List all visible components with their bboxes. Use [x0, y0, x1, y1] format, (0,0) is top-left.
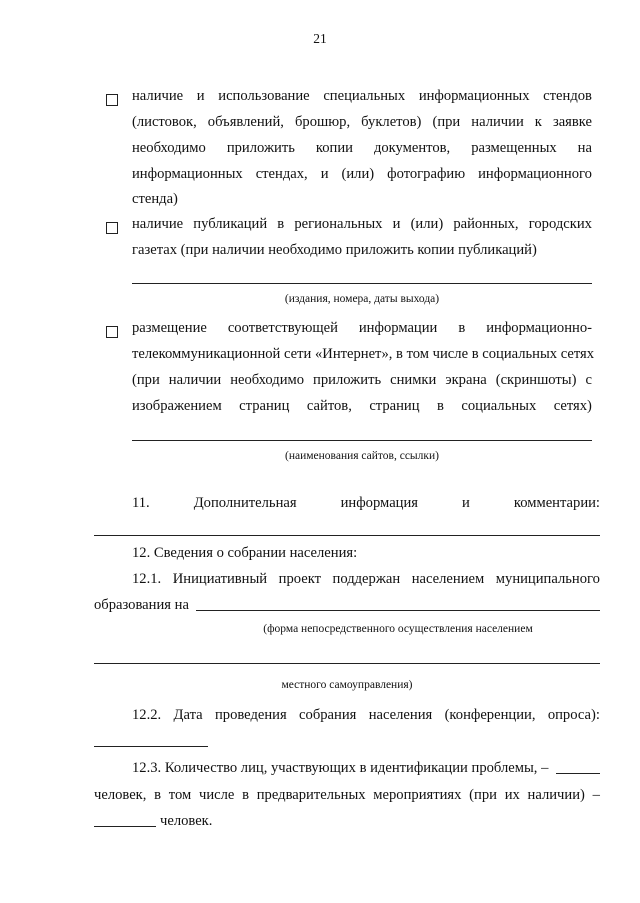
stands-checkbox[interactable] — [106, 94, 118, 106]
word: в — [458, 320, 466, 336]
internet-line-1 — [132, 320, 592, 337]
participation-form-field-2[interactable] — [94, 663, 600, 664]
word: стендов — [543, 88, 592, 104]
word: необходимо — [132, 140, 206, 156]
word: проект — [278, 571, 321, 587]
press-caption: (издания, номера, даты выхода) — [284, 293, 440, 305]
word: сетях) — [553, 398, 592, 414]
word: населения — [368, 707, 433, 723]
internet-details-field[interactable] — [132, 440, 592, 441]
stands-line-4 — [132, 166, 592, 183]
word: в — [154, 787, 162, 803]
item-12-2-line-1 — [132, 707, 600, 724]
item-12-3-line-3: человек. — [160, 813, 213, 829]
word: экрана — [445, 372, 487, 388]
stands-line-3 — [132, 140, 592, 157]
word: опроса): — [547, 707, 600, 723]
word: 11. — [132, 495, 150, 511]
word: с — [585, 372, 592, 388]
word: наличии — [471, 114, 524, 130]
word: (конференции, — [444, 707, 536, 723]
word: приложить — [226, 140, 295, 156]
word: изображением — [132, 398, 222, 414]
word: наличие — [132, 88, 184, 104]
word: числе — [198, 787, 235, 803]
word: региональных — [294, 216, 383, 232]
word: том — [168, 787, 192, 803]
internet-checkbox[interactable] — [106, 326, 118, 338]
word: предварительных — [256, 787, 366, 803]
word: документов, — [373, 140, 451, 156]
word: (при — [469, 787, 497, 803]
word: (листовок, — [132, 114, 197, 130]
word: социальных — [461, 398, 537, 414]
word: фотографию — [387, 166, 466, 182]
participation-form-caption-1: (форма непосредственного осуществления населением — [263, 623, 533, 635]
word: информационного — [478, 166, 592, 182]
participants-count-field[interactable] — [556, 773, 600, 774]
word: необходимо — [230, 372, 305, 388]
word: городских — [528, 216, 592, 232]
word: информационных — [418, 88, 530, 104]
word: стендах, — [255, 166, 308, 182]
internet-line-4 — [132, 398, 592, 415]
word: информации — [358, 320, 438, 336]
word: использование — [218, 88, 310, 104]
word: телекоммуникационной сети «Интернет», в том числе в социальных сетях — [132, 346, 595, 362]
word: информационных — [132, 166, 243, 182]
word: в — [437, 398, 444, 414]
word: на — [577, 140, 592, 156]
word: страниц — [369, 398, 420, 414]
word: заявке — [552, 114, 592, 130]
word: приложить — [313, 372, 382, 388]
word: человек, — [94, 787, 147, 803]
word: специальных — [323, 88, 406, 104]
word: в — [242, 787, 250, 803]
word: (скриншоты) — [495, 372, 577, 388]
assembly-date-field[interactable] — [94, 746, 208, 747]
word: 12.1. — [132, 571, 162, 587]
word: и — [196, 88, 205, 104]
word: к — [534, 114, 542, 130]
page-number: 21 — [313, 31, 327, 46]
word: Дополнительная — [193, 495, 297, 511]
word: копии — [315, 140, 353, 156]
word: населением — [411, 571, 485, 587]
preliminary-count-field[interactable] — [94, 826, 156, 827]
word: в — [277, 216, 285, 232]
stands-line-5 — [132, 191, 178, 208]
word: проведения — [214, 707, 287, 723]
word: наличии) — [527, 787, 585, 803]
word: и — [392, 216, 401, 232]
word: мероприятиях — [373, 787, 462, 803]
internet-caption: (наименования сайтов, ссылки) — [285, 450, 439, 462]
word: муниципального — [495, 571, 600, 587]
word: 12.2. — [132, 707, 162, 723]
word: стенда) — [132, 191, 178, 207]
word: комментарии: — [513, 495, 600, 511]
stands-line-2 — [132, 114, 592, 131]
item-12-1-line-1 — [132, 571, 600, 588]
word: (или) — [341, 166, 375, 182]
word: соответствующей — [227, 320, 338, 336]
word: – — [592, 787, 600, 803]
word: информационно- — [486, 320, 592, 336]
press-line-2 — [132, 242, 537, 259]
additional-info-field[interactable] — [94, 535, 600, 536]
participation-form-field[interactable] — [196, 610, 600, 611]
word: буклетов) — [361, 114, 422, 130]
word: Инициативный — [172, 571, 268, 587]
word: районных, — [453, 216, 519, 232]
press-details-field[interactable] — [132, 283, 592, 284]
word: Дата — [173, 707, 203, 723]
word: публикаций — [193, 216, 268, 232]
word: страниц — [239, 398, 290, 414]
word: собрания — [299, 707, 357, 723]
assembly-info-heading: 12. Сведения о собрании населения: — [132, 545, 358, 561]
word: наличие — [132, 216, 184, 232]
item-12-1-line-2: образования на — [94, 597, 189, 613]
word: и — [462, 495, 470, 511]
word: размещенных — [471, 140, 557, 156]
word: сайтов, — [306, 398, 352, 414]
press-checkbox[interactable] — [106, 222, 118, 234]
word: (при — [432, 114, 461, 130]
word: (при — [132, 372, 160, 388]
word: объявлений, — [207, 114, 284, 130]
word: информация — [340, 495, 419, 511]
internet-line-2 — [132, 346, 594, 363]
additional-info-heading — [132, 495, 600, 512]
word: размещение — [132, 320, 207, 336]
press-line-1 — [132, 216, 592, 233]
internet-line-3 — [132, 372, 592, 389]
participation-form-caption-2: местного самоуправления) — [281, 679, 413, 691]
word: газетах (при наличии необходимо приложить копии публикаций) — [132, 242, 537, 258]
word: и — [320, 166, 329, 182]
stands-line-1 — [132, 88, 592, 105]
word: наличии — [168, 372, 222, 388]
word: брошюр, — [295, 114, 351, 130]
word: снимки — [390, 372, 437, 388]
item-12-3-line-1: 12.3. Количество лиц, участвующих в идентификации проблемы, – — [132, 760, 549, 776]
word: их — [504, 787, 520, 803]
word: (или) — [410, 216, 444, 232]
word: поддержан — [332, 571, 401, 587]
item-12-3-line-2 — [94, 787, 600, 804]
